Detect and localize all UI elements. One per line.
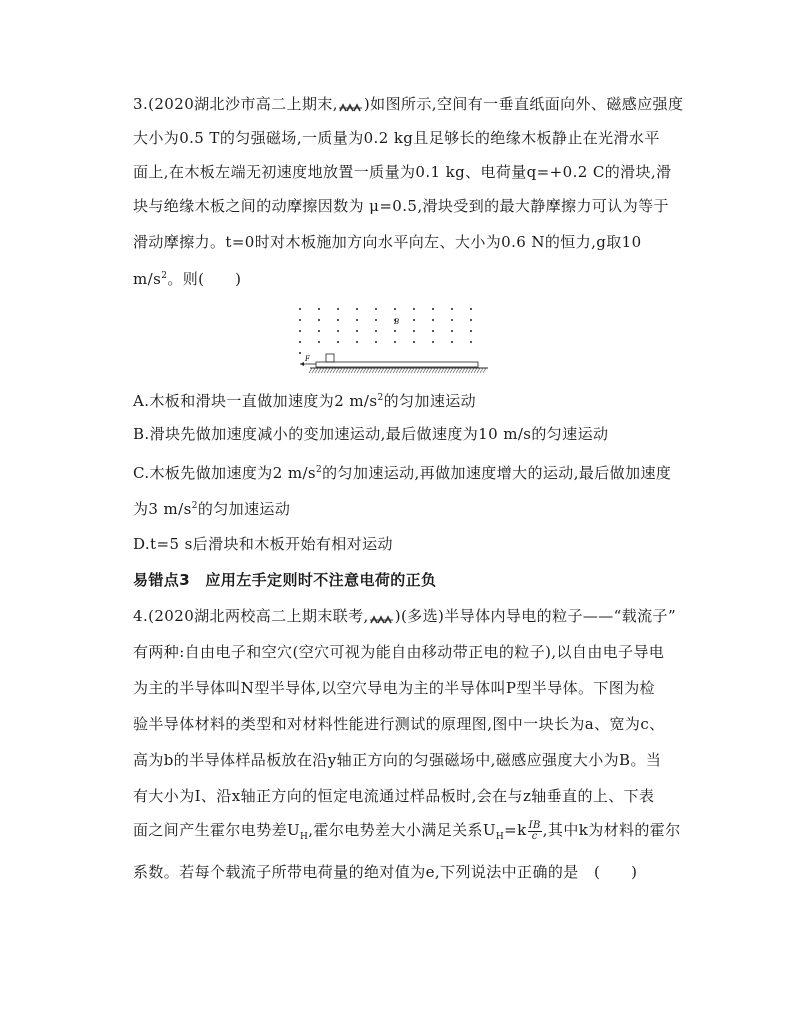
q4-line-8: 系数。若每个载流子所带电荷量的绝对值为e,下列说法中正确的是 ( )	[133, 863, 638, 881]
hatch-line	[450, 368, 453, 373]
hatch-line	[471, 368, 474, 373]
q3-option-c-line-2: 为3 $m/s^2$的匀加速运动	[133, 500, 291, 518]
hatch-line	[483, 368, 486, 373]
hatch-line	[429, 368, 432, 373]
field-dot	[451, 330, 453, 332]
field-dot	[394, 341, 396, 343]
q3-line-4: 块与绝缘木板之间的动摩擦因数为 μ=0.5,滑块受到的最大静摩擦力可认为等于	[133, 197, 669, 215]
q3-option-a: A.木板和滑块一直做加速度为2 $m/s^2$的匀加速运动	[133, 392, 477, 410]
hatch-line	[474, 368, 477, 373]
hatch-line	[465, 368, 468, 373]
field-label-b: B	[394, 318, 400, 326]
hatch-line	[447, 368, 450, 373]
hatch-line	[357, 368, 360, 373]
q3-line-6: $m/s^2$。则( )	[133, 270, 242, 288]
field-dot	[470, 341, 472, 343]
hatch-line	[309, 368, 312, 373]
hatch-line	[348, 368, 351, 373]
hatch-line	[339, 368, 342, 373]
hatch-line	[390, 368, 393, 373]
hatch-line	[477, 368, 480, 373]
hatch-line	[324, 368, 327, 373]
hatch-line	[312, 368, 315, 373]
q3-line-1: 3.(2020湖北沙市高二上期末, )如图所示,空间有一垂直纸面向外、磁感应强度	[133, 95, 684, 113]
field-dot	[451, 319, 453, 321]
field-dot	[299, 341, 301, 343]
field-dot	[337, 341, 339, 343]
field-dot	[470, 319, 472, 321]
hatch-line	[399, 368, 402, 373]
hatch-line	[363, 368, 366, 373]
magnetic-field-figure	[292, 304, 488, 378]
hatch-line	[480, 368, 483, 373]
field-dot	[375, 308, 377, 310]
hatch-line	[321, 368, 324, 373]
hatch-line	[342, 368, 345, 373]
hatch-line	[372, 368, 375, 373]
field-dot	[432, 319, 434, 321]
hatch-line	[387, 368, 390, 373]
q3-option-d: D.t=5 s后滑块和木板开始有相对运动	[133, 535, 393, 553]
q4-line-2: 有两种:自由电子和空穴(空穴可视为能自由移动带正电的粒子),以自由电子导电	[133, 643, 665, 661]
q3-option-b: B.滑块先做加速度减小的变加速运动,最后做速度为10 m/s的匀速运动	[133, 425, 609, 443]
q3-option-c-line-1: C.木板先做加速度为2 $m/s^2$的匀加速运动,再做加速度增大的运动,最后做加速度	[133, 464, 672, 482]
slider-block	[326, 354, 334, 362]
q3-line-2: 大小为0.5 T的匀强磁场,一质量为0.2 kg且足够长的绝缘木板静止在光滑水平	[133, 129, 660, 147]
field-dot	[432, 341, 434, 343]
hatch-line	[459, 368, 462, 373]
q4-line-1: 4.(2020湖北两校高二上期末联考, )(多选)半导体内导电的粒子——“载流子”	[133, 607, 677, 625]
hall-formula-fraction: $\frac{IB}{c}$	[528, 819, 541, 842]
ground-hatch	[309, 368, 486, 373]
section-heading: 易错点3 应用左手定则时不注意电荷的正负	[133, 571, 437, 589]
field-dot	[299, 352, 301, 354]
hatch-line	[432, 368, 435, 373]
field-dot	[432, 330, 434, 332]
hatch-line	[336, 368, 339, 373]
field-dot	[375, 330, 377, 332]
hatch-line	[453, 368, 456, 373]
field-dot	[318, 308, 320, 310]
hatch-line	[414, 368, 417, 373]
field-dot	[337, 308, 339, 310]
field-dots	[299, 308, 472, 354]
field-dot	[299, 308, 301, 310]
hatch-line	[369, 368, 372, 373]
hatch-line	[318, 368, 321, 373]
q3-line-5: 滑动摩擦力。t=0时对木板施加方向水平向左、大小为0.6 N的恒力,g取10	[133, 233, 642, 251]
q4-line-6: 有大小为I、沿x轴正方向的恒定电流通过样品板时,会在与z轴垂直的上、下表	[133, 787, 655, 805]
hatch-line	[393, 368, 396, 373]
field-dot	[413, 308, 415, 310]
hatch-line	[402, 368, 405, 373]
hatch-line	[435, 368, 438, 373]
hatch-line	[417, 368, 420, 373]
field-dot	[356, 330, 358, 332]
hatch-line	[462, 368, 465, 373]
field-dot	[470, 308, 472, 310]
insulating-board	[316, 362, 478, 367]
hatch-line	[441, 368, 444, 373]
hatch-line	[360, 368, 363, 373]
field-dot	[375, 319, 377, 321]
q3-line-3: 面上,在木板左端无初速度地放置一质量为0.1 kg、电荷量q=+0.2 C的滑块,滑	[133, 163, 672, 181]
field-dot	[470, 330, 472, 332]
field-dot	[337, 330, 339, 332]
q4-line-7: 面之间产生霍尔电势差$U_H$,霍尔电势差大小满足关系$U_H=k$ $\frac{IB}{c}$ ,其中k为材料的霍尔	[133, 819, 681, 842]
hatch-line	[408, 368, 411, 373]
difficulty-stars-icon	[369, 611, 395, 623]
q3-source: 3.(2020湖北沙市高二上期末,	[133, 95, 338, 113]
force-label-f: F	[305, 355, 310, 363]
hatch-line	[420, 368, 423, 373]
hatch-line	[438, 368, 441, 373]
field-dot	[413, 319, 415, 321]
field-dot	[318, 319, 320, 321]
field-dot	[394, 308, 396, 310]
field-dot	[356, 308, 358, 310]
hatch-line	[396, 368, 399, 373]
q4-source: 4.(2020湖北两校高二上期末联考,	[133, 607, 369, 625]
q4-line-4: 验半导体材料的类型和对材料性能进行测试的原理图,图中一块长为a、宽为c、	[133, 715, 665, 733]
field-dot	[413, 330, 415, 332]
field-dot	[451, 308, 453, 310]
difficulty-stars-icon	[338, 99, 364, 111]
hatch-line	[330, 368, 333, 373]
hatch-line	[345, 368, 348, 373]
field-dot	[413, 341, 415, 343]
field-dot	[299, 330, 301, 332]
field-dot	[299, 319, 301, 321]
q4-line-5: 高为b的半导体样品板放在沿y轴正方向的匀强磁场中,磁感应强度大小为B。当	[133, 751, 662, 769]
hatch-line	[468, 368, 471, 373]
field-dot	[375, 341, 377, 343]
hatch-line	[381, 368, 384, 373]
hatch-line	[351, 368, 354, 373]
hatch-line	[378, 368, 381, 373]
field-dot	[432, 308, 434, 310]
hatch-line	[411, 368, 414, 373]
hatch-line	[384, 368, 387, 373]
field-dot	[318, 341, 320, 343]
field-dot	[337, 319, 339, 321]
hatch-line	[315, 368, 318, 373]
hatch-line	[354, 368, 357, 373]
field-dot	[394, 330, 396, 332]
hatch-line	[375, 368, 378, 373]
field-dot	[451, 341, 453, 343]
force-arrow-head	[300, 362, 304, 366]
hatch-line	[423, 368, 426, 373]
hatch-line	[444, 368, 447, 373]
field-dot	[356, 319, 358, 321]
hatch-line	[327, 368, 330, 373]
field-dot	[318, 330, 320, 332]
hatch-line	[333, 368, 336, 373]
q4-line-3: 为主的半导体叫N型半导体,以空穴导电为主的半导体叫P型半导体。下图为检	[133, 679, 655, 697]
hatch-line	[426, 368, 429, 373]
hatch-line	[405, 368, 408, 373]
field-dot	[356, 341, 358, 343]
hatch-line	[456, 368, 459, 373]
hatch-line	[366, 368, 369, 373]
